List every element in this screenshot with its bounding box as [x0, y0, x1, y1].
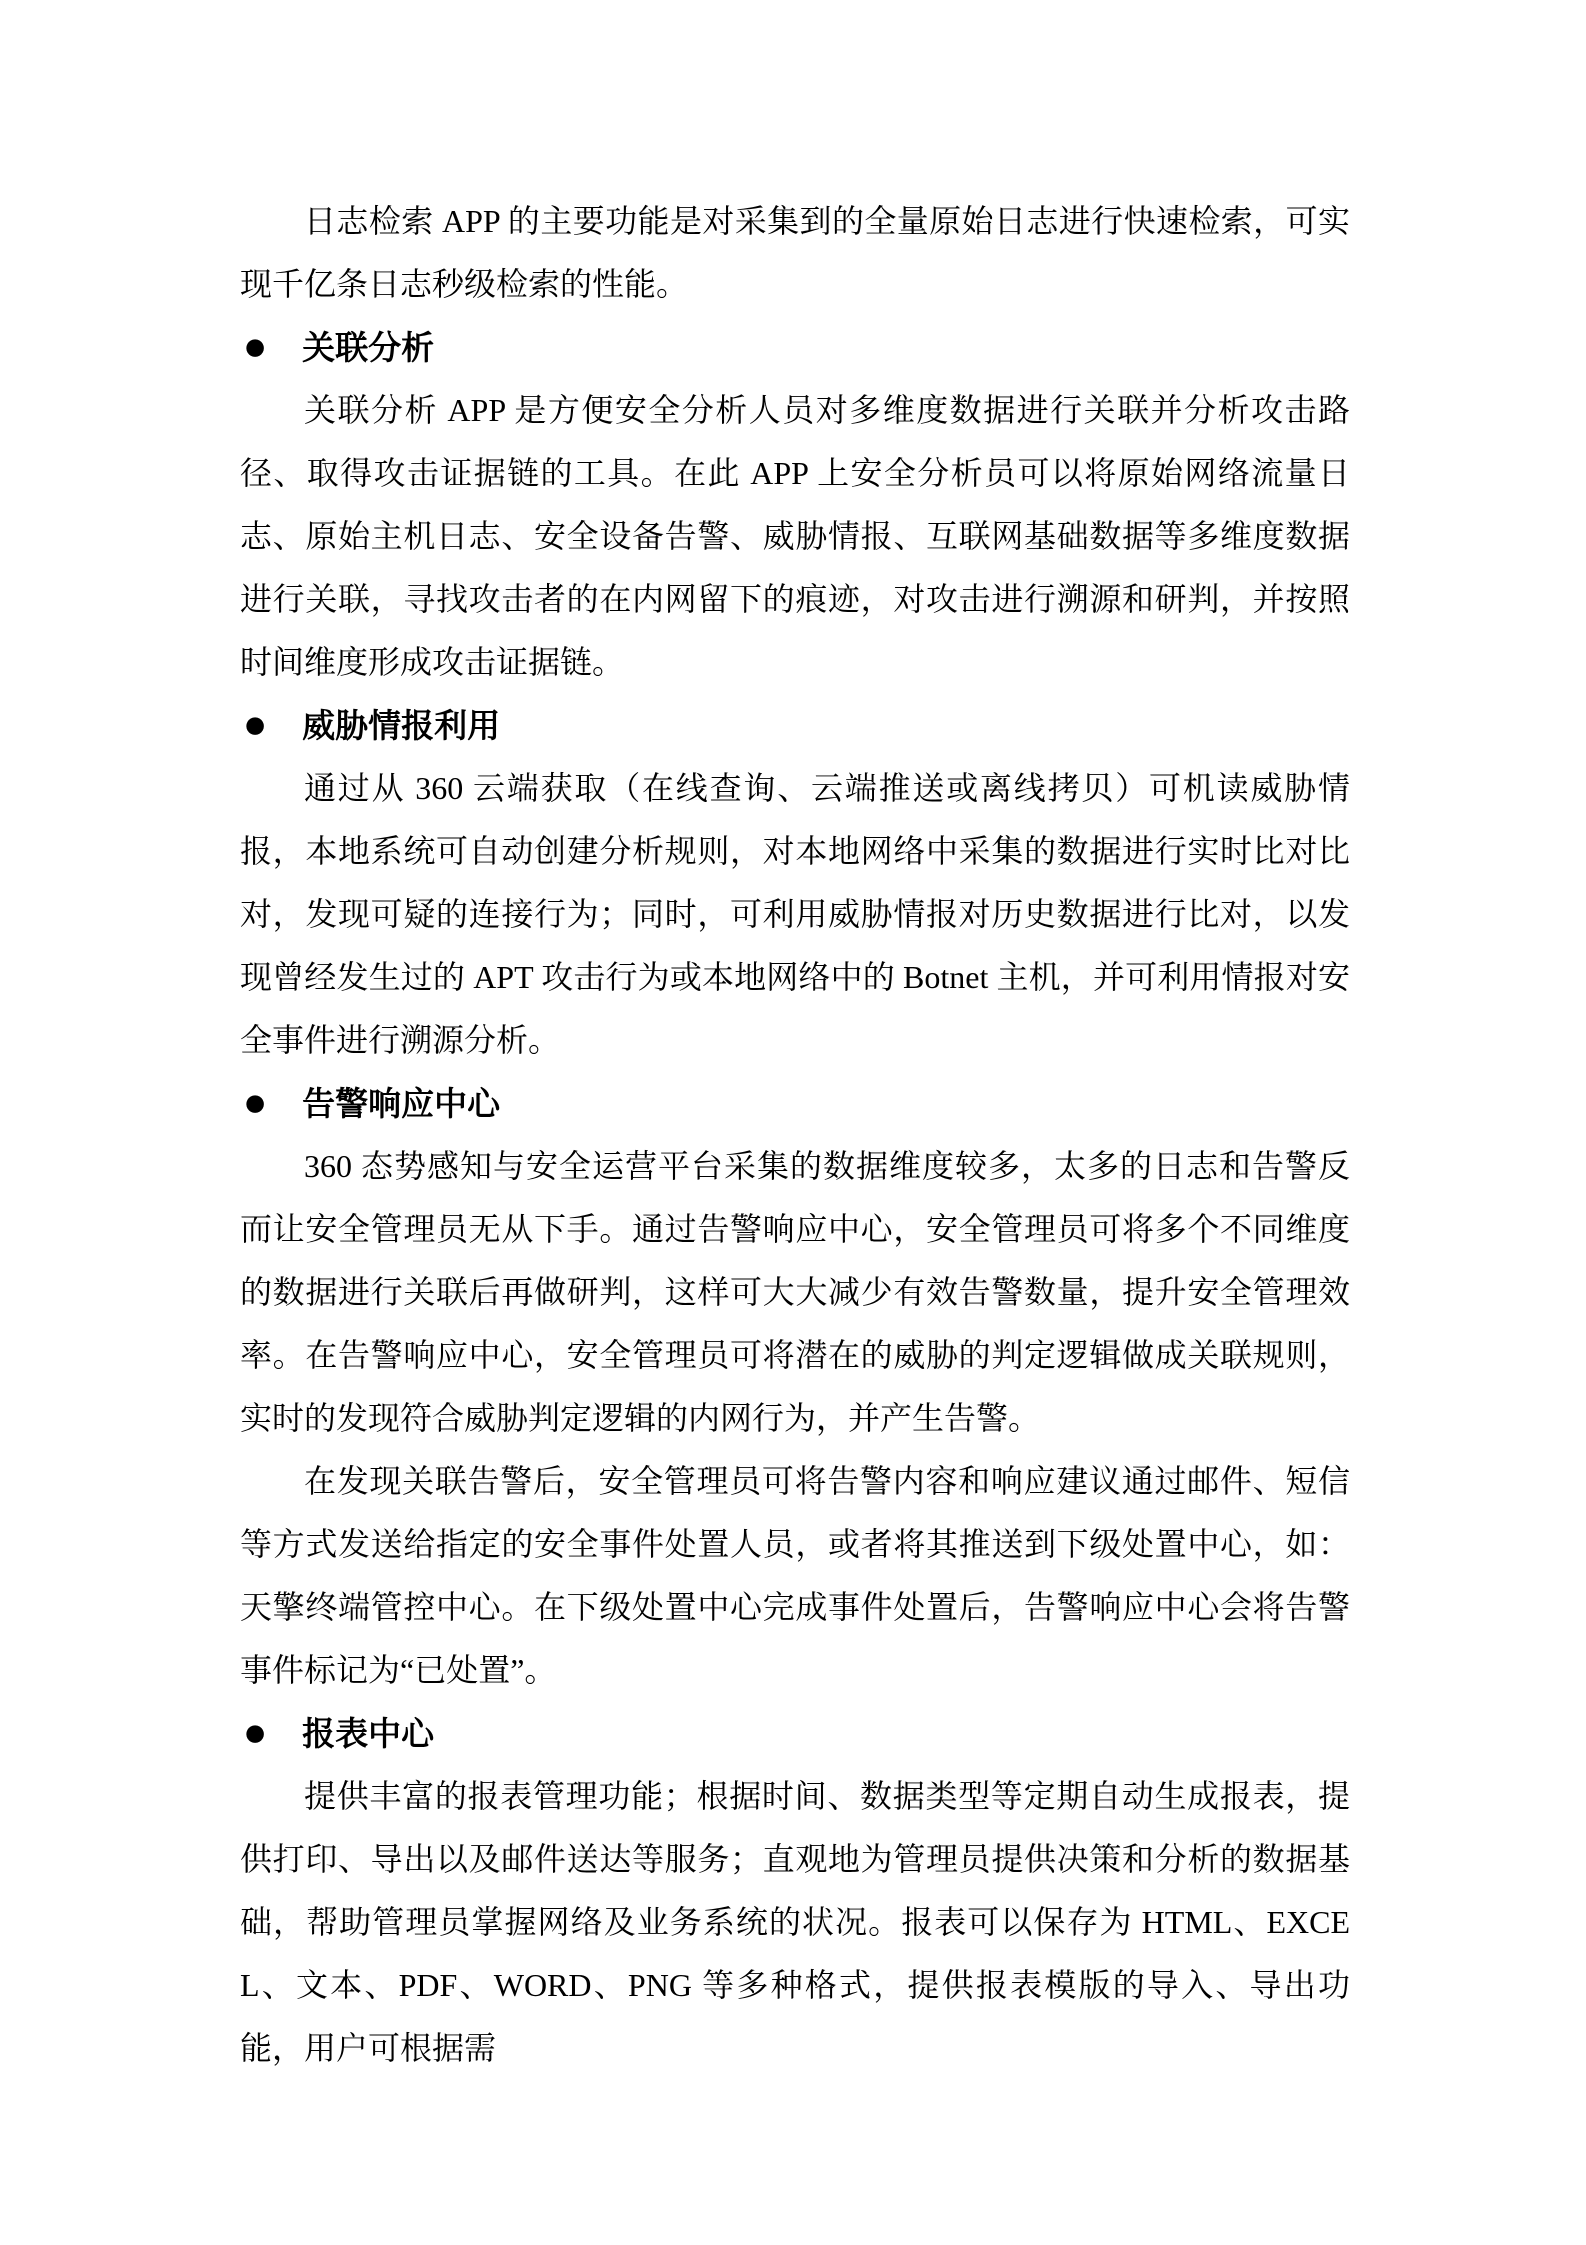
body-paragraph: 通过从 360 云端获取（在线查询、云端推送或离线拷贝）可机读威胁情报，本地系统可自动创建分析规则，对本地网络中采集的数据进行实时比对比对，发现可疑的连接行为；同时，可利用威胁情报对历史数据进行比对，以发现曾经发生过的 APT 攻击行为或本地网络中的 Botnet 主机，并可利用情报对安全事件进行溯源分析。 — [240, 770, 1350, 1058]
body-paragraph: 提供丰富的报表管理功能；根据时间、数据类型等定期自动生成报表，提供打印、导出以及邮件送达等服务；直观地为管理员提供决策和分析的数据基础，帮助管理员掌握网络及业务系统的状况。报表可以保存为 HTML、EXCEL、文本、PDF、WORD、PNG 等多种格式，提供报表模版的导入、导出功能，用户可根据需 — [240, 1778, 1350, 2066]
section-heading-threat-intel — [240, 694, 1350, 757]
body-paragraph: 日志检索 APP 的主要功能是对采集到的全量原始日志进行快速检索，可实现千亿条日志秒级检索的性能。 — [240, 203, 1350, 302]
body-paragraph: 360 态势感知与安全运营平台采集的数据维度较多，太多的日志和告警反而让安全管理员无从下手。通过告警响应中心，安全管理员可将多个不同维度的数据进行关联后再做研判，这样可大大减少有效告警数量，提升安全管理效率。在告警响应中心，安全管理员可将潜在的威胁的判定逻辑做成关联规则，实时的发现符合威胁判定逻辑的内网行为，并产生告警。 — [240, 1148, 1350, 1436]
body-paragraph: 在发现关联告警后，安全管理员可将告警内容和响应建议通过邮件、短信等方式发送给指定的安全事件处置人员，或者将其推送到下级处置中心，如：天擎终端管控中心。在下级处置中心完成事件处置后，告警响应中心会将告警事件标记为“已处置”。 — [240, 1463, 1350, 1688]
heading-label: 关联分析 — [302, 329, 435, 366]
section-heading-correlation-analysis — [240, 316, 1350, 379]
section-heading-report-center — [240, 1702, 1350, 1765]
heading-label: 告警响应中心 — [302, 1085, 501, 1122]
heading-label: 威胁情报利用 — [302, 707, 501, 744]
section-heading-alert-response-center — [240, 1072, 1350, 1135]
bullet-icon: ● — [245, 712, 266, 738]
bullet-icon: ● — [245, 1720, 266, 1746]
bullet-icon: ● — [245, 334, 266, 360]
body-paragraph: 关联分析 APP 是方便安全分析人员对多维度数据进行关联并分析攻击路径、取得攻击证据链的工具。在此 APP 上安全分析员可以将原始网络流量日志、原始主机日志、安全设备告警、威胁情报、互联网基础数据等多维度数据进行关联，寻找攻击者的在内网留下的痕迹，对攻击进行溯源和研判，并按照时间维度形成攻击证据链。 — [240, 392, 1350, 680]
heading-label: 报表中心 — [302, 1715, 435, 1752]
bullet-icon: ● — [245, 1090, 266, 1116]
